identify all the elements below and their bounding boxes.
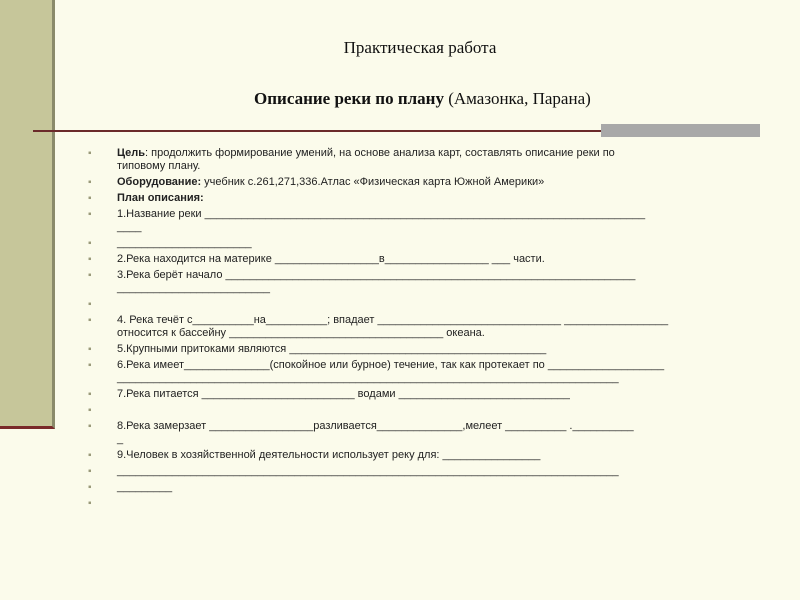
slide-title: Практическая работа <box>343 38 497 57</box>
plan-2-line: 2.Река находится на материке _________________в_________________ ___ части. <box>117 253 545 265</box>
divider-accent-block <box>601 124 760 137</box>
bullet-icon: ▪ <box>88 450 92 461</box>
subtitle-rivers: (Амазонка, Парана) <box>443 89 591 108</box>
list-item-plan-2 <box>88 253 758 266</box>
plan-6-line-cont: __________________________________________________________________________________ <box>117 372 619 384</box>
bullet-icon: ▪ <box>88 315 92 326</box>
bullet-icon: ▪ <box>88 254 92 265</box>
list-item-plan-9-blank-1 <box>88 465 758 478</box>
plan-label: План описания: <box>117 192 204 204</box>
plan-1-line: 1.Название реки ________________________________________________________________________ <box>117 208 646 220</box>
bullet-icon: ▪ <box>88 299 92 310</box>
plan-3-line: 3.Река берёт начало ___________________________________________________________________ <box>117 269 636 281</box>
bullet-icon: ▪ <box>88 193 92 204</box>
bullet-icon: ▪ <box>88 148 92 159</box>
plan-8-line: 8.Река замерзает _________________разливается______________,мелеет __________ .__________ <box>117 420 634 432</box>
goal-label: Цель <box>117 147 146 159</box>
bullet-icon: ▪ <box>88 177 92 188</box>
list-item-plan-1 <box>88 208 758 234</box>
list-item-plan-5 <box>88 343 758 356</box>
bullet-icon: ▪ <box>88 498 92 509</box>
list-item-plan-heading <box>88 192 758 205</box>
left-decorative-bar <box>0 0 55 429</box>
list-item-plan-6 <box>88 359 758 385</box>
plan-8-line-cont: _ <box>117 433 124 445</box>
list-item-goal <box>88 147 758 173</box>
bullet-icon: ▪ <box>88 209 92 220</box>
bullet-icon: ▪ <box>88 389 92 400</box>
plan-6-line: 6.Река имеет______________(спокойное или бурное) течение, так как протекает по ___________________ <box>117 359 665 371</box>
slide-subtitle <box>254 89 591 109</box>
bullet-icon: ▪ <box>88 238 92 249</box>
bullet-icon: ▪ <box>88 421 92 432</box>
plan-1-blank-line: ______________________ <box>117 237 252 249</box>
plan-9-line: 9.Человек в хозяйственной деятельности использует реку для: ________________ <box>117 449 541 461</box>
plan-9-blank-line-1: __________________________________________________________________________________ <box>117 465 619 477</box>
list-item-plan-7 <box>88 388 758 401</box>
plan-5-line: 5.Крупными притоками являются __________________________________________ <box>117 343 547 355</box>
list-item-empty <box>88 298 758 311</box>
list-item-empty <box>88 497 758 510</box>
plan-4-line: 4. Река течёт с__________на__________; впадает ______________________________ _________________ <box>117 314 669 326</box>
list-item-empty <box>88 404 758 417</box>
list-item-plan-9 <box>88 449 758 462</box>
subtitle-main: Описание реки по плану <box>254 89 444 108</box>
list-item-plan-1-blank <box>88 237 758 250</box>
plan-9-blank-line-2: _________ <box>117 481 173 493</box>
plan-list <box>88 147 758 513</box>
goal-text: : продолжить формирование умений, на основе анализа карт, составлять описание реки по <box>145 147 615 159</box>
bullet-icon: ▪ <box>88 344 92 355</box>
goal-text-cont: типовому плану. <box>117 160 201 172</box>
bullet-icon: ▪ <box>88 360 92 371</box>
list-item-equipment <box>88 176 758 189</box>
plan-4-line-cont: относится к бассейну ___________________________________ океана. <box>117 327 485 339</box>
plan-3-line-cont: _________________________ <box>117 282 270 294</box>
list-item-plan-9-blank-2 <box>88 481 758 494</box>
bullet-icon: ▪ <box>88 405 92 416</box>
equipment-text: учебник с.261,271,336.Атлас «Физическая карта Южной Америки» <box>201 176 545 188</box>
plan-1-line-cont: ____ <box>117 221 142 233</box>
bullet-icon: ▪ <box>88 466 92 477</box>
plan-7-line: 7.Река питается _________________________ водами ____________________________ <box>117 388 570 400</box>
list-item-plan-3 <box>88 269 758 295</box>
list-item-plan-4 <box>88 314 758 340</box>
equipment-label: Оборудование: <box>117 176 202 188</box>
list-item-plan-8 <box>88 420 758 446</box>
bullet-icon: ▪ <box>88 482 92 493</box>
bullet-icon: ▪ <box>88 270 92 281</box>
